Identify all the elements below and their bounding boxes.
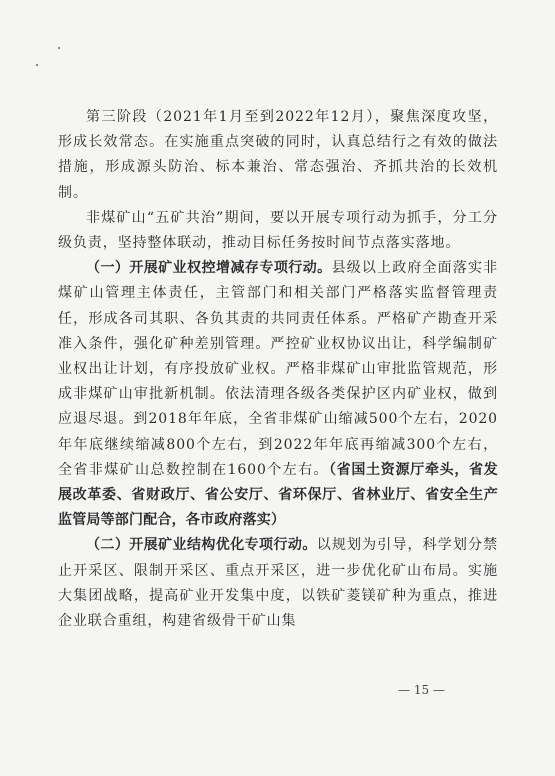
scan-speck bbox=[58, 47, 60, 49]
responsibility-note: （省国土资源厅牵头，省发展改革委、省财政厅、省公安厅、省环保厅、省林业厅、省安全生产监管局等部门配合，各市政府落实） bbox=[58, 461, 498, 529]
scan-speck bbox=[36, 64, 38, 66]
page-number: — 15 — bbox=[398, 683, 445, 697]
section-heading: （一）开展矿业权控增减存专项行动。 bbox=[86, 260, 332, 277]
paragraph-stage-three bbox=[58, 105, 498, 206]
paragraph-five-mines bbox=[58, 206, 498, 256]
body-text bbox=[58, 105, 498, 634]
paragraph-text: 非煤矿山“五矿共治”期间，要以开展专项行动为抓手，分工分级负责，坚持整体联动，推动目标任务按时间节点落实落地。 bbox=[58, 209, 498, 252]
section-heading: （二）开展矿业结构优化专项行动。 bbox=[86, 537, 317, 554]
paragraph-text: 第三阶段（2021年1月至到2022年12月），聚焦深度攻坚，形成长效常态。在实施重点突破的同时，认真总结行之有效的做法措施，形成源头防治、标本兼治、常态强治、齐抓共治的长效机制。 bbox=[58, 109, 498, 201]
paragraph-action-one bbox=[58, 256, 498, 533]
paragraph-text: 以规划为引导，科学划分禁止开采区、限制开采区、重点开采区，进一步优化矿山布局。实施大集团战略，提高矿业开发集中度，以铁矿菱镁矿种为重点，推进企业联合重组，构建省级骨干矿山集 bbox=[58, 537, 498, 630]
paragraph-action-two bbox=[58, 533, 498, 634]
paragraph-text: 县级以上政府全面落实非煤矿山管理主体责任，主管部门和相关部门严格落实监督管理责任，形成各司其职、各负其责的共同责任体系。严格矿产勘查开采准入条件，强化矿种差别管理。严控矿业权协议出让，科学编制矿业权出让计划，有序投放矿业权。严格非煤矿山审批监管规范，形成非煤矿山审批新机制。依法清理各级各类保护区内矿业权，做到应退尽退。到2018年年底，全省非煤矿山缩减500个左右，2020年年底继续缩减800个左右，到2022年年底再缩减300个左右，全省非煤矿山总数控制在1600个左右。 bbox=[58, 260, 499, 478]
